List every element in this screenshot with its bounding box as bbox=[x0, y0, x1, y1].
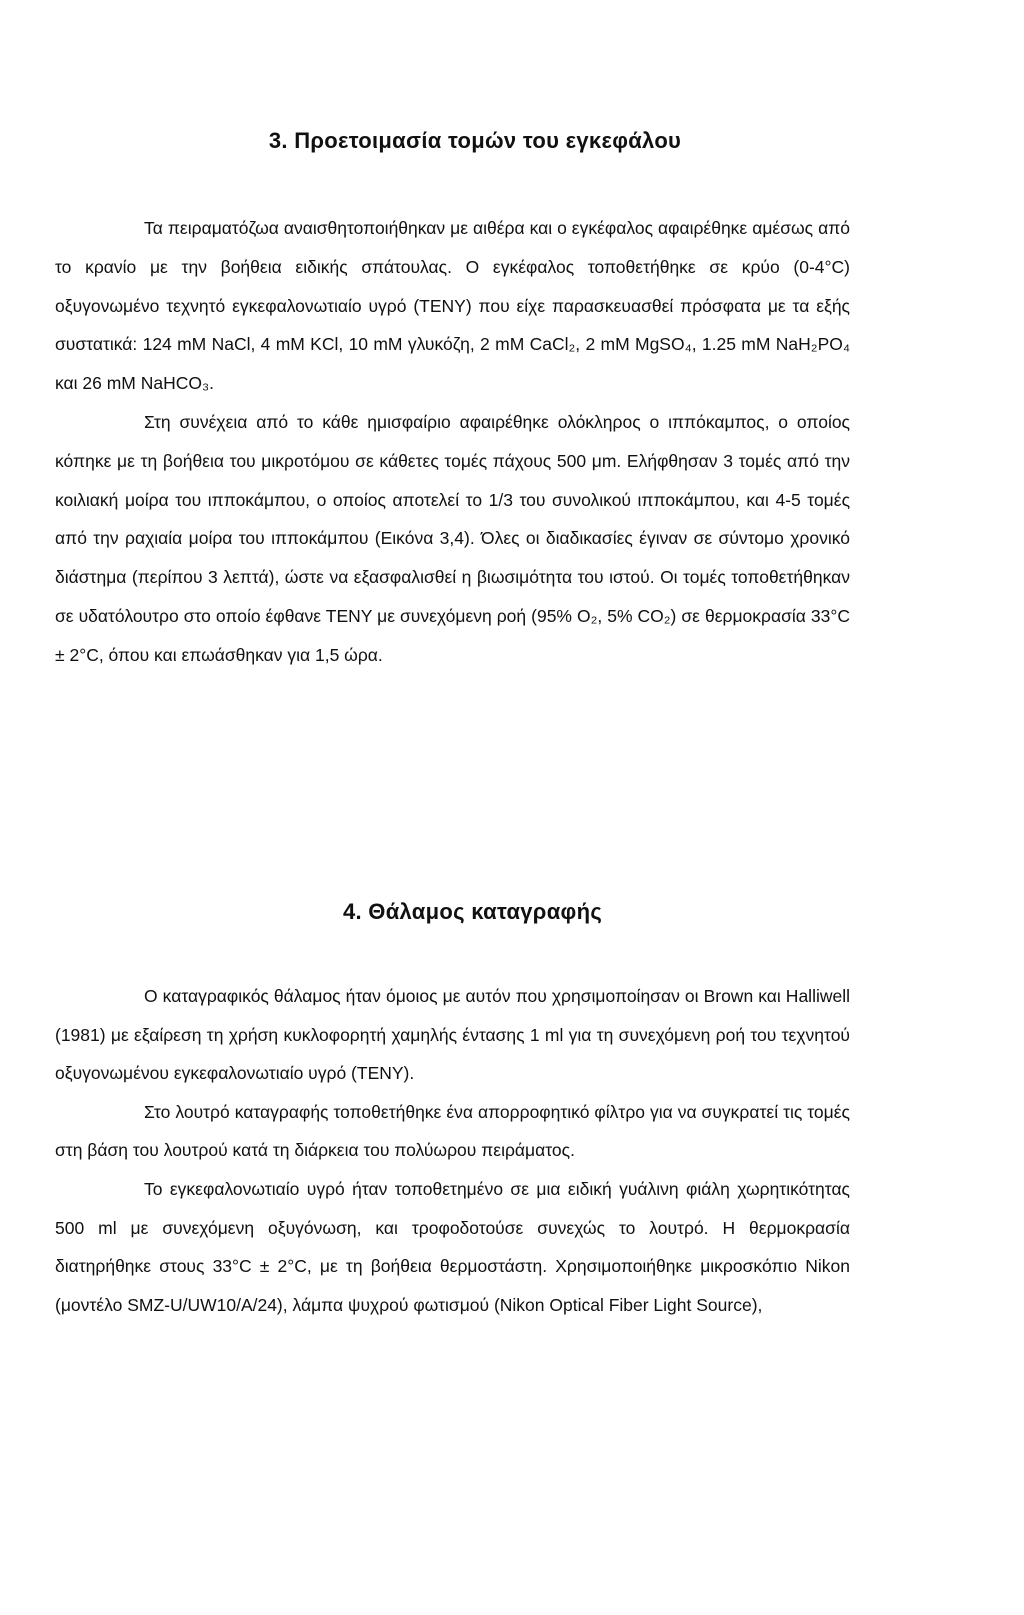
section-4-title: 4. Θάλαμος καταγραφής bbox=[342, 899, 603, 924]
section-3-paragraph-2: Στη συνέχεια από το κάθε ημισφαίριο αφαιρέθηκε ολόκληρος ο ιππόκαμπος, ο οποίος κόπηκε με τη βοήθεια του μικροτόμου σε κάθετες τομές πάχους 500 μm. Ελήφθησαν 3 τομές από την κοιλιακή μοίρα του ιπποκάμπου, ο οποίος αποτελεί το 1/3 του συνολικού ιπποκάμπου, και 4-5 τομές από την ραχιαία μοίρα του ιπποκάμπου (Εικόνα 3,4). Όλες οι διαδικασίες έγιναν σε σύντομο χρονικό διάστημα (περίπου 3 λεπτά), ώστε να εξασφαλισθεί η βιωσιμότητα του ιστού. Οι τομές τοποθετήθηκαν σε υδατόλουτρο στο οποίο έφθανε ΤΕΝΥ με συνεχόμενη ροή (95% O₂, 5% CO₂) σε θερμοκρασία 33°C ± 2°C, όπου και επωάσθηκαν για 1,5 ώρα. bbox=[55, 411, 850, 665]
section-3-body bbox=[55, 209, 850, 675]
section-3-paragraph-1: Τα πειραματόζωα αναισθητοποιήθηκαν με αιθέρα και ο εγκέφαλος αφαιρέθηκε αμέσως από το κρανίο με την βοήθεια ειδικής σπάτουλας. Ο εγκέφαλος τοποθετήθηκε σε κρύο (0-4°C) οξυγονωμένο τεχνητό εγκεφαλονωτιαίο υγρό (ΤΕΝΥ) που είχε παρασκευασθεί πρόσφατα με τα εξής συστατικά: 124 mM NaCl, 4 mM KCl, 10 mM γλυκόζη, 2 mM CaCl₂, 2 mM MgSO₄, 1.25 mM NaH₂PO₄ και 26 mM NaHCO₃. bbox=[55, 218, 850, 394]
section-4-body bbox=[55, 977, 850, 1324]
section-4-paragraph-3: Το εγκεφαλονωτιαίο υγρό ήταν τοποθετημένο σε μια ειδική γυάλινη φιάλη χωρητικότητας 500 ml με συνεχόμενη οξυγόνωση, και τροφοδοτούσε συνεχώς το λουτρό. Η θερμοκρασία διατηρήθηκε στους 33°C ± 2°C, με τη βοήθεια θερμοστάστη. Χρησιμοποιήθηκε μικροσκόπιο Nikon (μοντέλο SMZ-U/UW10/A/24), λάμπα ψυχρού φωτισμού (Nikon Optical Fiber Light Source), bbox=[55, 1178, 850, 1315]
document-page bbox=[55, 0, 850, 1615]
section-4-paragraph-1: Ο καταγραφικός θάλαμος ήταν όμοιος με αυτόν που χρησιμοποίησαν οι Brown και Halliwell (1981) με εξαίρεση τη χρήση κυκλοφορητή χαμηλής έντασης 1 ml για τη συνεχόμενη ροή του τεχνητού οξυγονωμένου εγκεφαλονωτιαίο υγρό (ΤΕΝΥ). bbox=[55, 986, 850, 1084]
section-4-paragraph-2: Στο λουτρό καταγραφής τοποθετήθηκε ένα απορροφητικό φίλτρο για να συγκρατεί τις τομές στη βάση του λουτρού κατά τη διάρκεια του πολύωρου πειράματος. bbox=[55, 1101, 850, 1161]
section-3-title: 3. Προετοιμασία τομών του εγκεφάλου bbox=[268, 128, 682, 153]
